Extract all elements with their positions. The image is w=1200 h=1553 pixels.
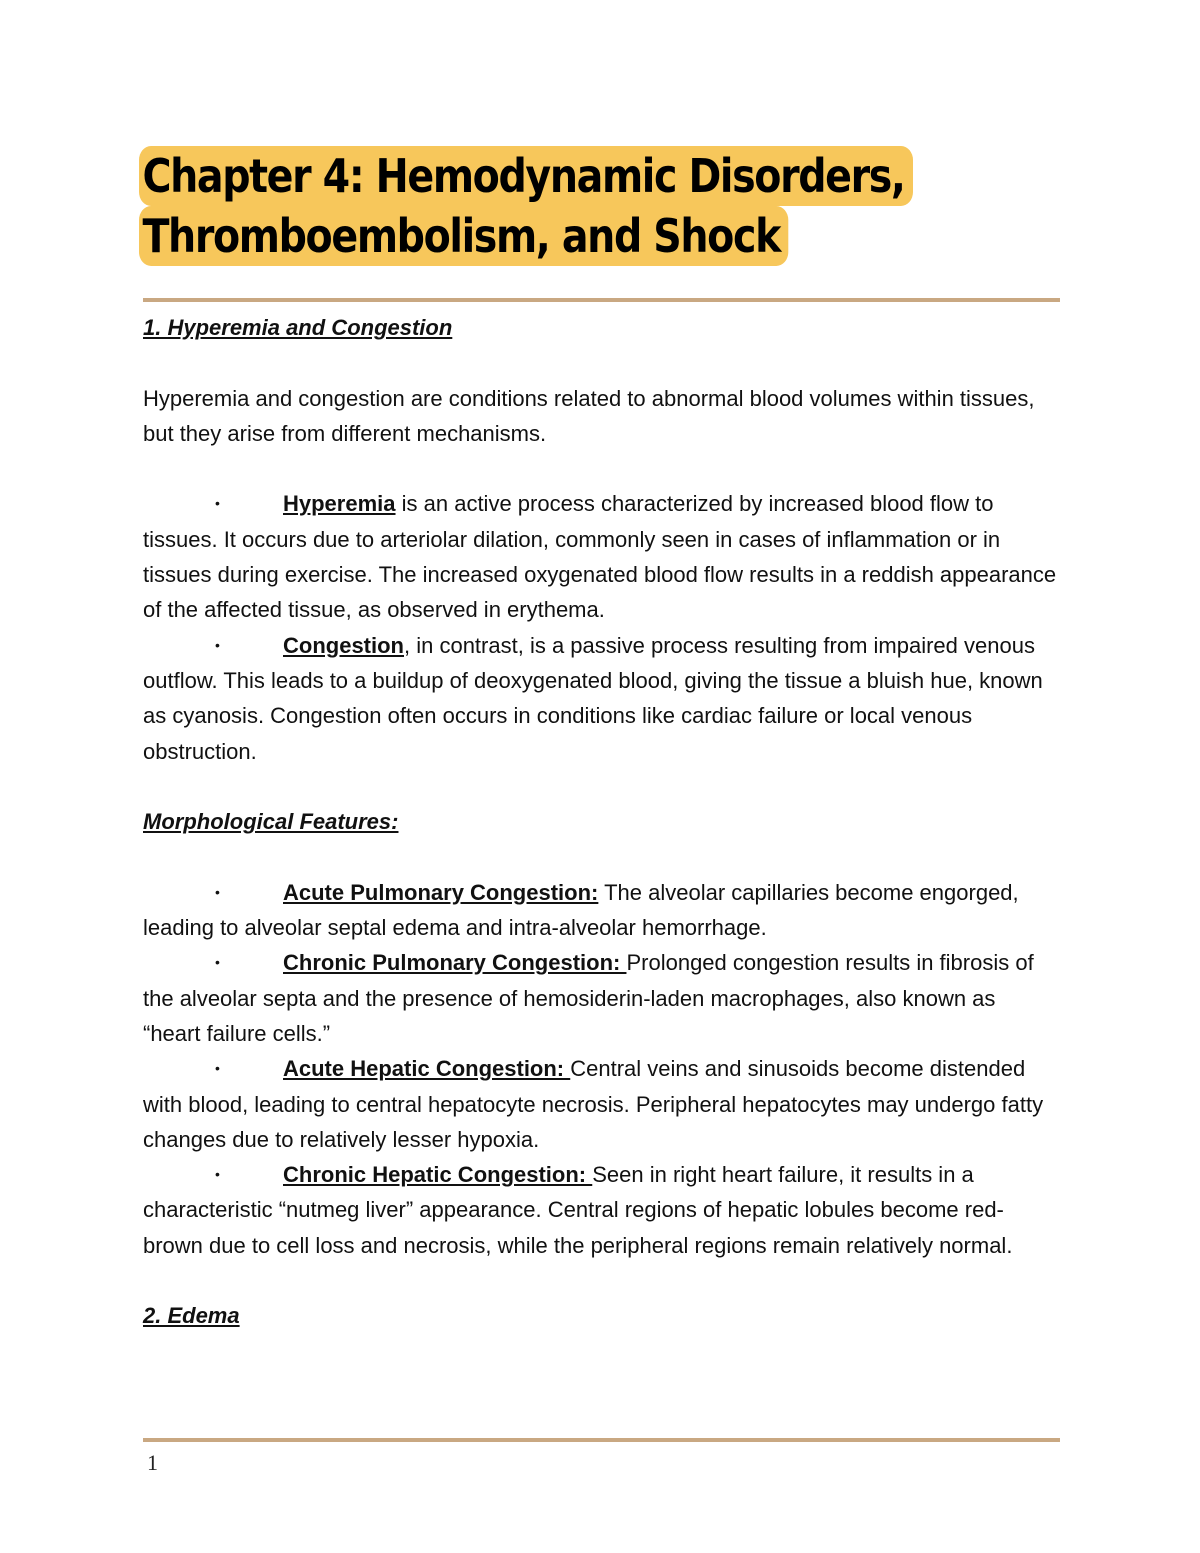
- section-heading-edema: 2. Edema: [143, 1303, 240, 1329]
- bullet-text: Central veins and sinusoids become distended with blood, leading to central hepatocyte necrosis. Peripheral hepatocytes may undergo fatty changes due to relatively lesser hypoxia.: [143, 1056, 1044, 1152]
- bullet-text: Seen in right heart failure, it results in a characteristic “nutmeg liver” appearance. Central regions of hepatic lobules become red-brown due to cell loss and necrosis, while the peripheral regions remain relatively normal.: [143, 1162, 1013, 1258]
- document-body: [143, 310, 1058, 1334]
- section-heading-hyperemia: 1. Hyperemia and Congestion: [143, 315, 453, 340]
- bullet-marker: •: [215, 1166, 220, 1183]
- bullet-hyperemia: [143, 486, 1058, 627]
- term-acute-hepatic: Acute Hepatic Congestion:: [283, 1056, 571, 1082]
- bullet-text: is an active process characterized by increased blood flow to tissues. It occurs due to arteriolar dilation, commonly seen in cases of inflammation or in tissues during exercise. The increased oxygenated blood flow results in a reddish appearance of the affected tissue, as observed in erythema.: [143, 491, 1057, 623]
- term-chronic-hepatic: Chronic Hepatic Congestion:: [283, 1162, 593, 1188]
- term-chronic-pulmonary: Chronic Pulmonary Congestion:: [283, 950, 627, 976]
- section-heading-morphological-features: Morphological Features:: [143, 809, 399, 835]
- term-acute-pulmonary: Acute Pulmonary Congestion:: [283, 879, 599, 905]
- intro-paragraph: Hyperemia and congestion are conditions related to abnormal blood volumes within tissues, but they arise from different mechanisms.: [143, 385, 1035, 446]
- bullet-acute-pulmonary: [143, 875, 1058, 946]
- bullet-marker: •: [215, 636, 220, 653]
- bullet-text: Prolonged congestion results in fibrosis of the alveolar septa and the presence of hemosiderin-laden macrophages, also known as “heart failure cells.”: [143, 950, 1034, 1046]
- footer-divider: [143, 1438, 1060, 1442]
- bullet-text: , in contrast, is a passive process resulting from impaired venous outflow. This leads to a buildup of deoxygenated blood, giving the tissue a bluish hue, known as cyanosis. Congestion often occurs in conditions like cardiac failure or local venous obstruction.: [143, 632, 1043, 764]
- bullet-marker: •: [215, 954, 220, 971]
- chapter-title-line-1: Chapter 4: Hemodynamic Disorders,: [139, 146, 913, 206]
- bullet-marker: •: [215, 495, 220, 512]
- bullet-marker: •: [215, 883, 220, 900]
- chapter-title: [143, 146, 1043, 266]
- chapter-title-line-2: Thromboembolism, and Shock: [139, 206, 789, 266]
- bullet-congestion: [143, 628, 1058, 769]
- bullet-acute-hepatic: [143, 1051, 1058, 1157]
- bullet-text: The alveolar capillaries become engorged, leading to alveolar septal edema and intra-alveolar hemorrhage.: [143, 879, 1019, 941]
- header-divider: [143, 298, 1060, 302]
- page-number: 1: [147, 1450, 158, 1475]
- bullet-marker: •: [215, 1060, 220, 1077]
- bullet-chronic-pulmonary: [143, 945, 1058, 1051]
- term-hyperemia: Hyperemia: [283, 491, 396, 517]
- term-congestion: Congestion: [283, 632, 404, 658]
- bullet-chronic-hepatic: [143, 1157, 1058, 1263]
